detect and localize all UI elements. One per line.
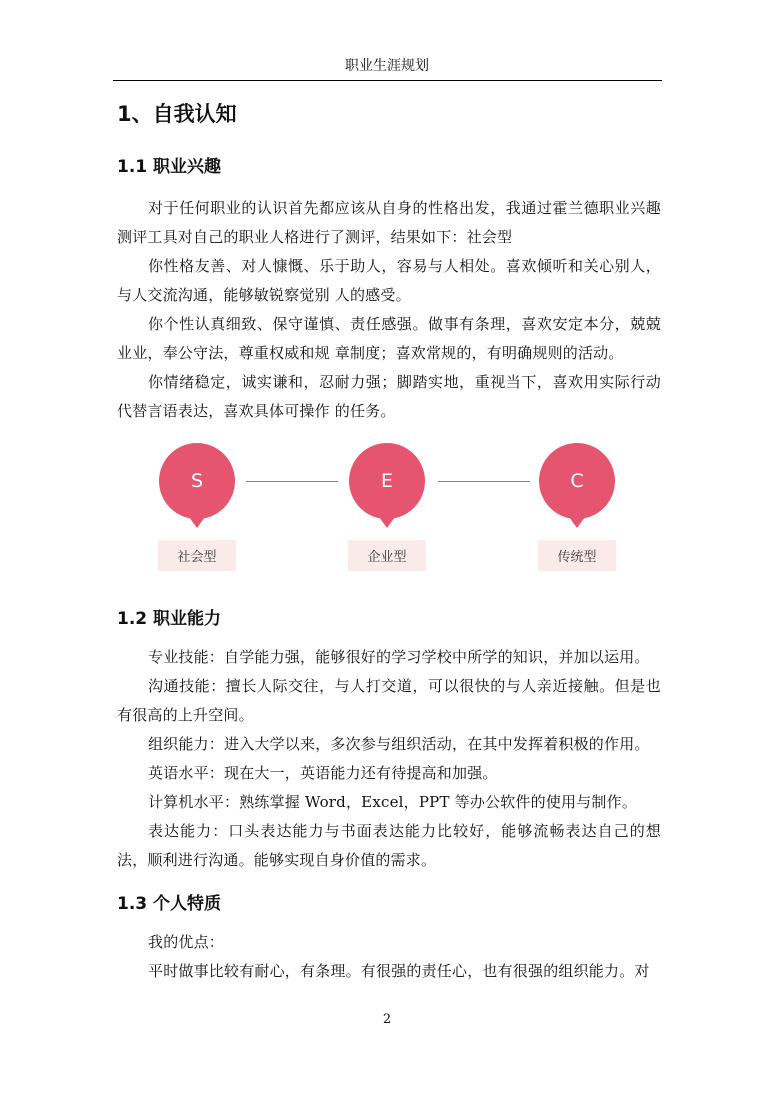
node-label: 社会型	[158, 540, 236, 571]
paragraph: 表达能力：口头表达能力与书面表达能力比较好，能够流畅表达自己的想法，顺利进行沟通。能够实现自身价值的需求。	[117, 822, 661, 869]
node-pointer	[189, 517, 205, 528]
node-circle: C	[539, 443, 615, 519]
node-pointer	[379, 517, 395, 528]
section-heading-self-awareness: 1、自我认知	[117, 102, 237, 126]
subheading-career-interest: 1.1 职业兴趣	[117, 157, 222, 177]
paragraph: 你性格友善、对人慷慨、乐于助人，容易与人相处。喜欢倾听和关心别人，与人交流沟通，能够敏锐察觉别 人的感受。	[117, 257, 661, 304]
paragraph: 英语水平：现在大一，英语能力还有待提高和加强。	[148, 764, 498, 782]
holland-code-diagram	[158, 443, 618, 575]
node-pointer	[569, 517, 585, 528]
paragraph: 你个性认真细致、保守谨慎、责任感强。做事有条理，喜欢安定本分，兢兢业业，奉公守法，尊重权威和规 章制度；喜欢常规的，有明确规则的活动。	[117, 315, 661, 362]
paragraph: 计算机水平：熟练掌握 Word，Excel，PPT 等办公软件的使用与制作。	[148, 793, 638, 811]
node-label: 传统型	[538, 540, 616, 571]
paragraph: 专业技能：自学能力强，能够很好的学习学校中所学的知识，并加以运用。	[148, 648, 650, 666]
page-number: 2	[382, 1012, 392, 1027]
holland-node-e	[349, 443, 425, 565]
paragraph: 你情绪稳定，诚实谦和，忍耐力强；脚踏实地，重视当下，喜欢用实际行动代替言语表达，喜欢具体可操作 的任务。	[117, 373, 661, 420]
node-circle: S	[159, 443, 235, 519]
paragraph: 平时做事比较有耐心，有条理。有很强的责任心，也有很强的组织能力。对	[148, 962, 650, 980]
node-label: 企业型	[348, 540, 426, 571]
paragraph: 组织能力：进入大学以来，多次参与组织活动，在其中发挥着积极的作用。	[148, 735, 650, 753]
holland-node-c	[539, 443, 615, 565]
subheading-career-ability: 1.2 职业能力	[117, 609, 222, 629]
header-rule	[113, 80, 662, 81]
paragraph: 沟通技能：擅长人际交往，与人打交道，可以很快的与人亲近接触。但是也有很高的上升空间。	[117, 677, 661, 724]
paragraph: 我的优点：	[148, 933, 225, 951]
connector-line	[438, 481, 530, 482]
running-header: 职业生涯规划	[345, 58, 429, 74]
node-circle: E	[349, 443, 425, 519]
subheading-personal-traits: 1.3 个人特质	[117, 894, 222, 914]
paragraph: 对于任何职业的认识首先都应该从自身的性格出发，我通过霍兰德职业兴趣测评工具对自己的职业人格进行了测评，结果如下：社会型	[117, 199, 661, 246]
connector-line	[246, 481, 338, 482]
holland-node-s	[159, 443, 235, 565]
